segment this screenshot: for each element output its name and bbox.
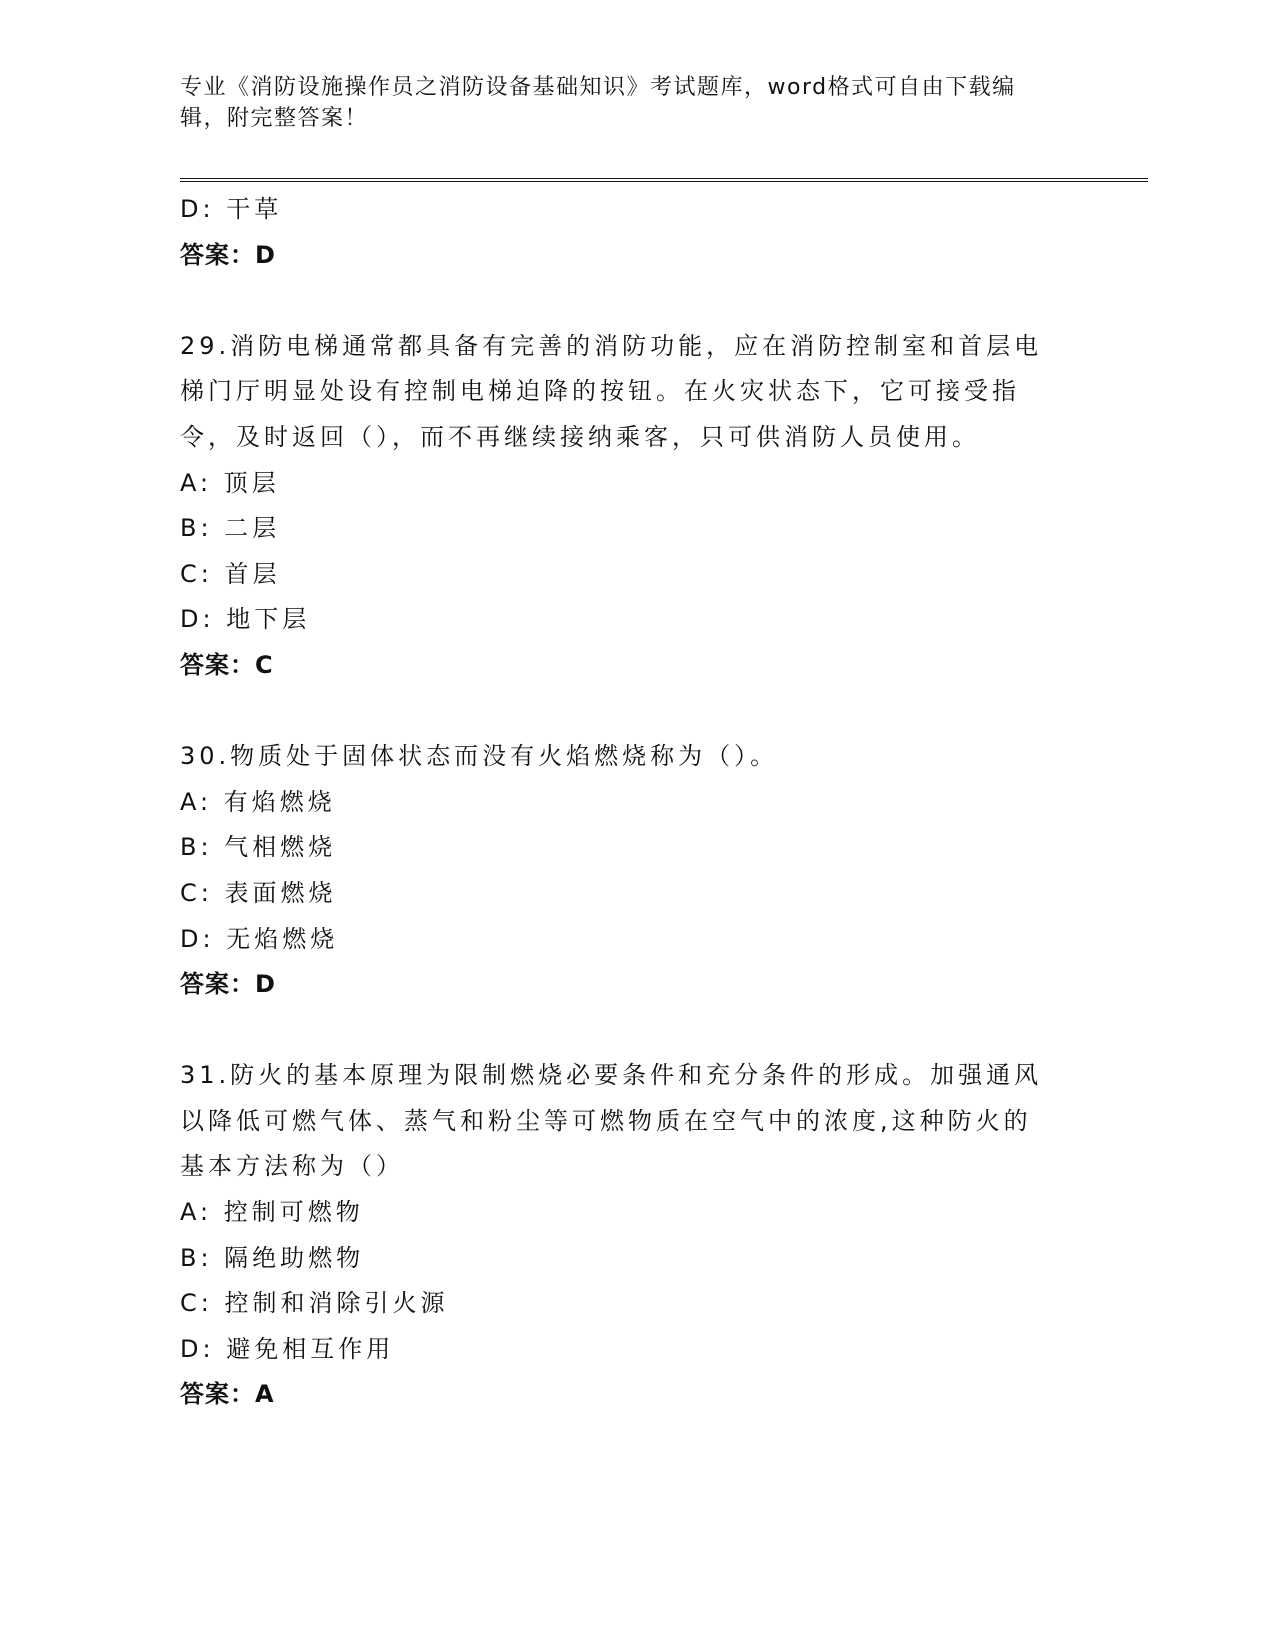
option-c: C: 首层 bbox=[180, 559, 281, 588]
question-29 bbox=[180, 324, 1080, 689]
option-d: D: 避免相互作用 bbox=[180, 1334, 395, 1363]
header-divider bbox=[180, 178, 1148, 182]
answer-label: 答案：D bbox=[180, 240, 276, 269]
document-header bbox=[180, 72, 1080, 134]
header-line-2: 辑，附完整答案！ bbox=[180, 106, 369, 131]
stem-line: 29.消防电梯通常都具备有完善的消防功能，应在消防控制室和首层电 bbox=[180, 331, 1043, 360]
answer-label: 答案：D bbox=[180, 970, 276, 999]
option-d: D: 干草 bbox=[180, 195, 283, 223]
header-line-1: 专业《消防设施操作员之消防设备基础知识》考试题库，word格式可自由下载编 bbox=[180, 75, 1016, 100]
answer-label: 答案：C bbox=[180, 650, 274, 679]
option-a: A: 顶层 bbox=[180, 468, 280, 497]
option-a: A: 有焰燃烧 bbox=[180, 787, 336, 816]
option-c: C: 控制和消除引火源 bbox=[180, 1289, 449, 1318]
question-30 bbox=[180, 734, 1080, 1008]
option-c: C: 表面燃烧 bbox=[180, 878, 337, 907]
question-31 bbox=[180, 1053, 1080, 1418]
stem-line: 令，及时返回（），而不再继续接纳乘客，只可供消防人员使用。 bbox=[180, 422, 980, 451]
option-d: D: 无焰燃烧 bbox=[180, 924, 339, 953]
option-b: B: 气相燃烧 bbox=[180, 833, 337, 862]
stem-line: 以降低可燃气体、蒸气和粉尘等可燃物质在空气中的浓度,这种防火的 bbox=[180, 1106, 1032, 1135]
stem-line: 30.物质处于固体状态而没有火焰燃烧称为（）。 bbox=[180, 742, 779, 771]
question-stem bbox=[180, 1053, 1060, 1190]
stem-line: 梯门厅明显处设有控制电梯迫降的按钮。在火灾状态下，它可接受指 bbox=[180, 377, 1020, 406]
answer-label: 答案：A bbox=[180, 1380, 275, 1409]
option-d: D: 地下层 bbox=[180, 605, 311, 634]
option-b: B: 隔绝助燃物 bbox=[180, 1243, 365, 1272]
stem-line: 31.防火的基本原理为限制燃烧必要条件和充分条件的形成。加强通风 bbox=[180, 1061, 1043, 1090]
question-stem bbox=[180, 324, 1060, 461]
stem-line: 基本方法称为（） bbox=[180, 1152, 404, 1181]
question-stem bbox=[180, 734, 1060, 780]
option-b: B: 二层 bbox=[180, 514, 281, 543]
question-list bbox=[180, 187, 1080, 1418]
option-a: A: 控制可燃物 bbox=[180, 1198, 364, 1227]
